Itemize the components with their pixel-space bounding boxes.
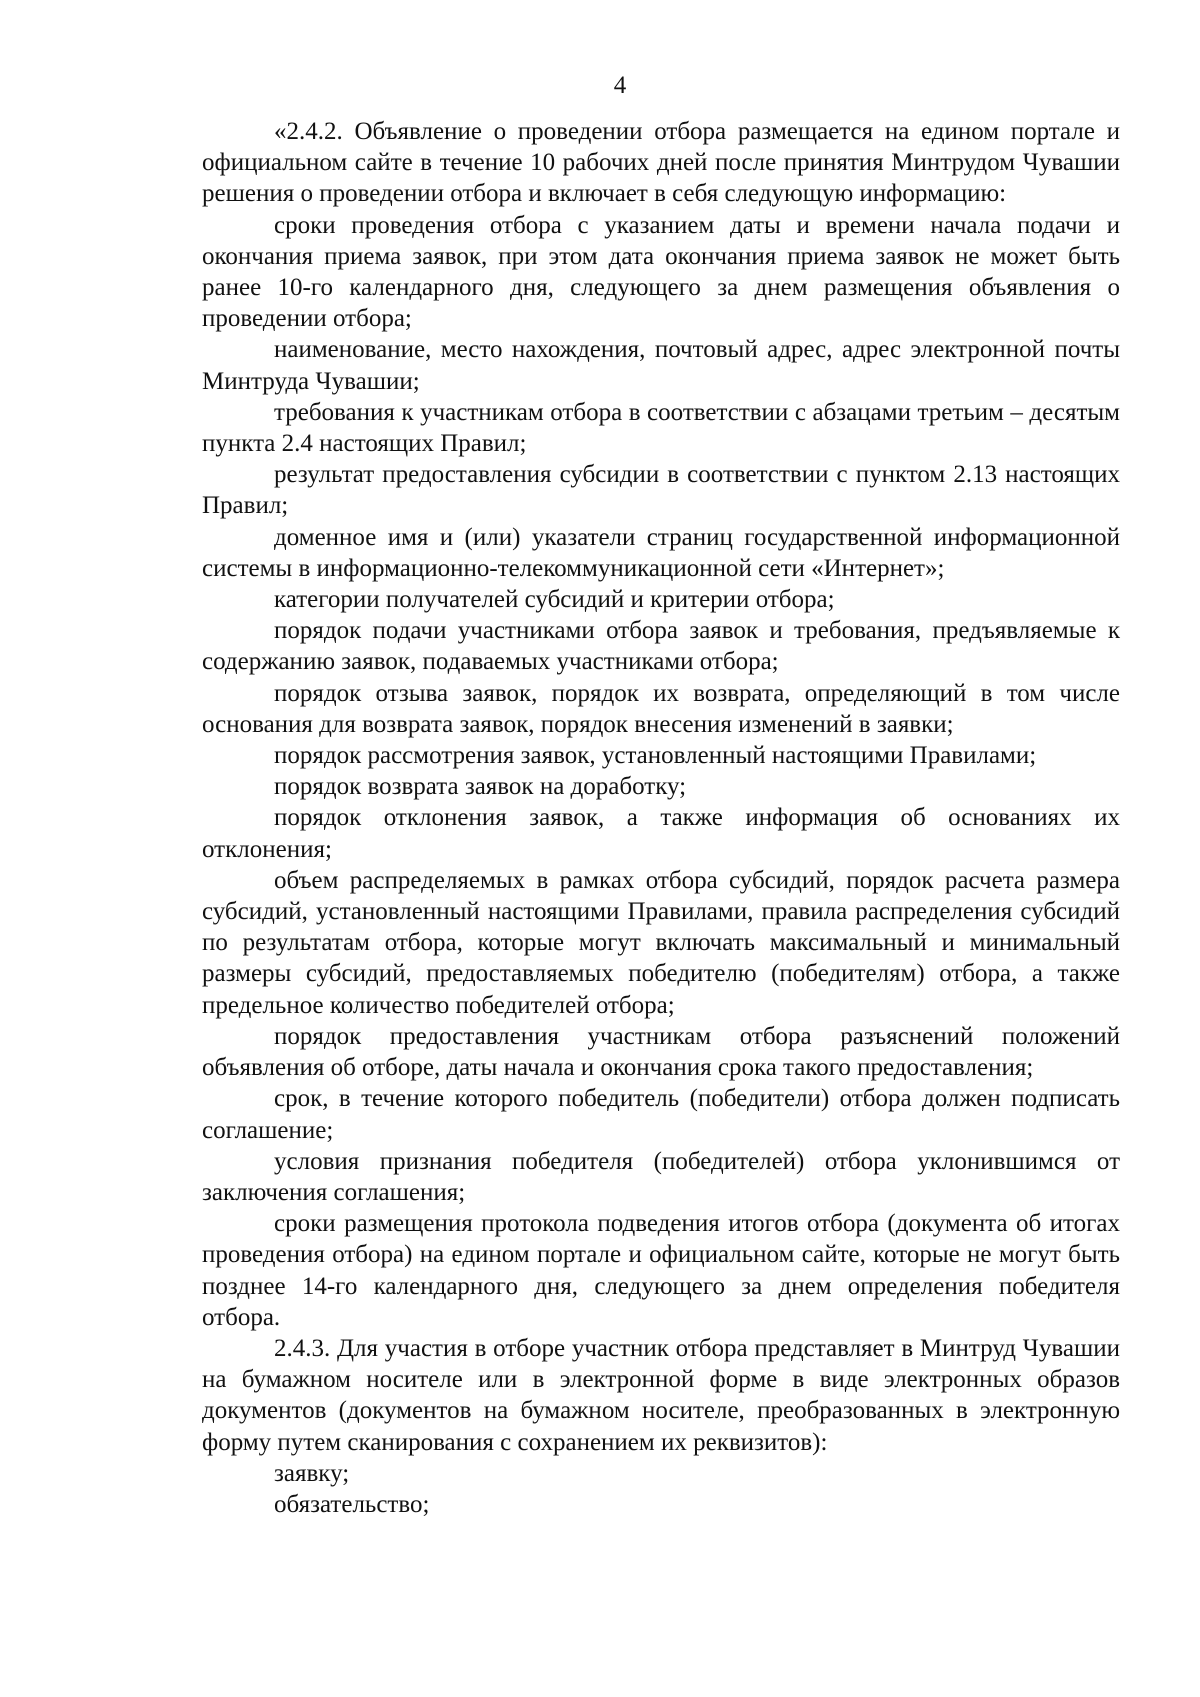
paragraph-protocol-publication: сроки размещения протокола подведения итогов отбора (документа об итогах проведения отбора) на едином портале и официальном сайте, которые не могут быть позднее 14-го календарного дня, следующего за днем определения победителя отбора. [202, 1210, 1120, 1331]
paragraph-subsidy-volume: объем распределяемых в рамках отбора субсидий, порядок расчета размера субсидий, установленный настоящими Правилами, правила распределения субсидий по результатам отбора, которые могут включать максимальный и минимальный размеры субсидий, предоставляемых победителю (победителям) отбора, а также предельное количество победителей отбора; [202, 866, 1120, 1019]
paragraph-evasion-conditions: условия признания победителя (победителей) отбора уклонившимся от заключения соглашения; [202, 1147, 1120, 1206]
paragraph-application-withdrawal: порядок отзыва заявок, порядок их возврата, определяющий в том числе основания для возврата заявок, порядок внесения изменений в заявки; [202, 679, 1120, 738]
paragraph-selection-deadlines: сроки проведения отбора с указанием даты и времени начала подачи и окончания приема заявок, при этом дата окончания приема заявок не может быть ранее 10-го календарного дня, следующего за днем размещения объявления о проведении отбора; [202, 211, 1120, 333]
document-body [202, 116, 1120, 1520]
paragraph-domain-name: доменное имя и (или) указатели страниц государственной информационной системы в информационно-телекоммуникационной сети «Интернет»; [202, 523, 1120, 582]
paragraph-clarifications: порядок предоставления участникам отбора разъяснений положений объявления об отборе, даты начала и окончания срока такого предоставления; [202, 1022, 1120, 1082]
paragraph-agreement-signing: срок, в течение которого победитель (победители) отбора должен подписать соглашение; [202, 1085, 1120, 1144]
page-number: 4 [613, 72, 627, 99]
paragraph-2-4-3-intro: 2.4.3. Для участия в отборе участник отбора представляет в Минтруд Чувашии на бумажном носителе или в электронной форме в виде электронных образов документов (документов на бумажном носителе, преобразованных в электронную форму путем сканирования с сохранением их реквизитов): [202, 1334, 1120, 1456]
paragraph-participant-requirements: требования к участникам отбора в соответствии с абзацами третьим – десятым пункта 2.4 настоящих Правил; [202, 398, 1120, 458]
paragraph-ministry-contacts: наименование, место нахождения, почтовый адрес, адрес электронной почты Минтруда Чувашии; [202, 336, 1120, 395]
paragraph-subsidy-result: результат предоставления субсидии в соответствии с пунктом 2.13 настоящих Правил; [202, 461, 1120, 520]
paragraph-application-review: порядок рассмотрения заявок, установленный настоящими Правилами; [274, 742, 1037, 770]
paragraph-application-item: заявку; [274, 1459, 350, 1487]
paragraph-application-rejection: порядок отклонения заявок, а также информация об основаниях их отклонения; [202, 804, 1120, 863]
paragraph-application-procedure: порядок подачи участниками отбора заявок и требования, предъявляемые к содержанию заявок, подаваемых участниками отбора; [202, 617, 1120, 676]
paragraph-application-return: порядок возврата заявок на доработку; [274, 773, 687, 801]
paragraph-2-4-2-intro: «2.4.2. Объявление о проведении отбора размещается на едином портале и официальном сайте в течение 10 рабочих дней после принятия Минтрудом Чувашии решения о проведении отбора и включает в себя следующую информацию: [202, 118, 1120, 208]
paragraph-recipient-categories: категории получателей субсидий и критерии отбора; [274, 586, 835, 614]
paragraph-obligation-item: обязательство; [274, 1490, 430, 1518]
